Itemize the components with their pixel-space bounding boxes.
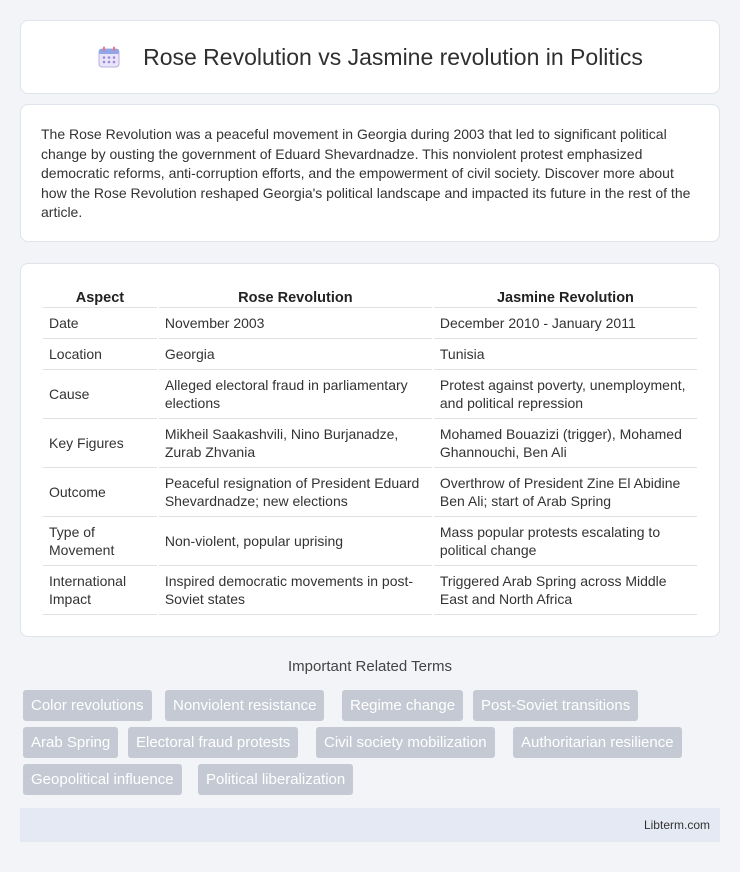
tag-civil-society-mobilization[interactable]: Civil society mobilization — [316, 727, 495, 758]
header-rose: Rose Revolution — [159, 286, 432, 308]
tag-arab-spring[interactable]: Arab Spring — [23, 727, 118, 758]
row-aspect: International Impact — [43, 566, 157, 615]
tag-geopolitical-influence[interactable]: Geopolitical influence — [23, 764, 182, 795]
table-row — [43, 566, 697, 615]
page-title: Rose Revolution vs Jasmine revolution in Politics — [143, 43, 643, 70]
table-row — [43, 517, 697, 566]
row-rose: Mikheil Saakashvili, Nino Burjanadze, Zurab Zhvania — [159, 419, 432, 468]
row-jasmine: December 2010 - January 2011 — [434, 308, 697, 339]
row-aspect: Cause — [43, 370, 157, 419]
row-rose: Alleged electoral fraud in parliamentary elections — [159, 370, 432, 419]
row-jasmine: Triggered Arab Spring across Middle East and North Africa — [434, 566, 697, 615]
title-card — [20, 20, 720, 94]
intro-text: The Rose Revolution was a peaceful movement in Georgia during 2003 that led to significant political change by ousting the government of Eduard Shevardnadze. This nonviolent protest emphasized democratic reforms, anti-corruption efforts, and the empowerment of civil society. Discover more about how the Rose Revolution reshaped Georgia's political landscape and impacted its future in the rest of the article. — [41, 126, 691, 221]
tag-post-soviet-transitions[interactable]: Post-Soviet transitions — [473, 690, 638, 721]
tag-authoritarian-resilience[interactable]: Authoritarian resilience — [513, 727, 682, 758]
tag-color-revolutions[interactable]: Color revolutions — [23, 690, 152, 721]
row-aspect: Type of Movement — [43, 517, 157, 566]
table-row — [43, 339, 697, 370]
table-header-row — [43, 286, 697, 308]
tag-regime-change[interactable]: Regime change — [342, 690, 463, 721]
row-rose: Georgia — [159, 339, 432, 370]
row-aspect: Location — [43, 339, 157, 370]
tag-political-liberalization[interactable]: Political liberalization — [198, 764, 353, 795]
tag-electoral-fraud-protests[interactable]: Electoral fraud protests — [128, 727, 298, 758]
row-jasmine: Protest against poverty, unemployment, and political repression — [434, 370, 697, 419]
row-aspect: Date — [43, 308, 157, 339]
calendar-icon — [97, 45, 121, 69]
header-aspect: Aspect — [43, 286, 157, 308]
tag-nonviolent-resistance[interactable]: Nonviolent resistance — [165, 690, 324, 721]
row-aspect: Key Figures — [43, 419, 157, 468]
row-rose: Peaceful resignation of President Eduard Shevardnadze; new elections — [159, 468, 432, 517]
row-rose: Non-violent, popular uprising — [159, 517, 432, 566]
row-jasmine: Mass popular protests escalating to political change — [434, 517, 697, 566]
table-row — [43, 419, 697, 468]
table-row — [43, 308, 697, 339]
footer-link[interactable]: Libterm.com — [643, 818, 710, 832]
intro-card — [20, 104, 720, 242]
row-rose: Inspired democratic movements in post-Soviet states — [159, 566, 432, 615]
row-jasmine: Tunisia — [434, 339, 697, 370]
comparison-table-card — [20, 263, 720, 637]
row-jasmine: Mohamed Bouazizi (trigger), Mohamed Ghannouchi, Ben Ali — [434, 419, 697, 468]
table-row — [43, 468, 697, 517]
row-aspect: Outcome — [43, 468, 157, 517]
comparison-table — [41, 286, 699, 615]
table-row — [43, 370, 697, 419]
related-terms-title: Important Related Terms — [288, 658, 452, 675]
footer — [20, 808, 720, 842]
row-jasmine: Overthrow of President Zine El Abidine Ben Ali; start of Arab Spring — [434, 468, 697, 517]
header-jasmine: Jasmine Revolution — [434, 286, 697, 308]
row-rose: November 2003 — [159, 308, 432, 339]
